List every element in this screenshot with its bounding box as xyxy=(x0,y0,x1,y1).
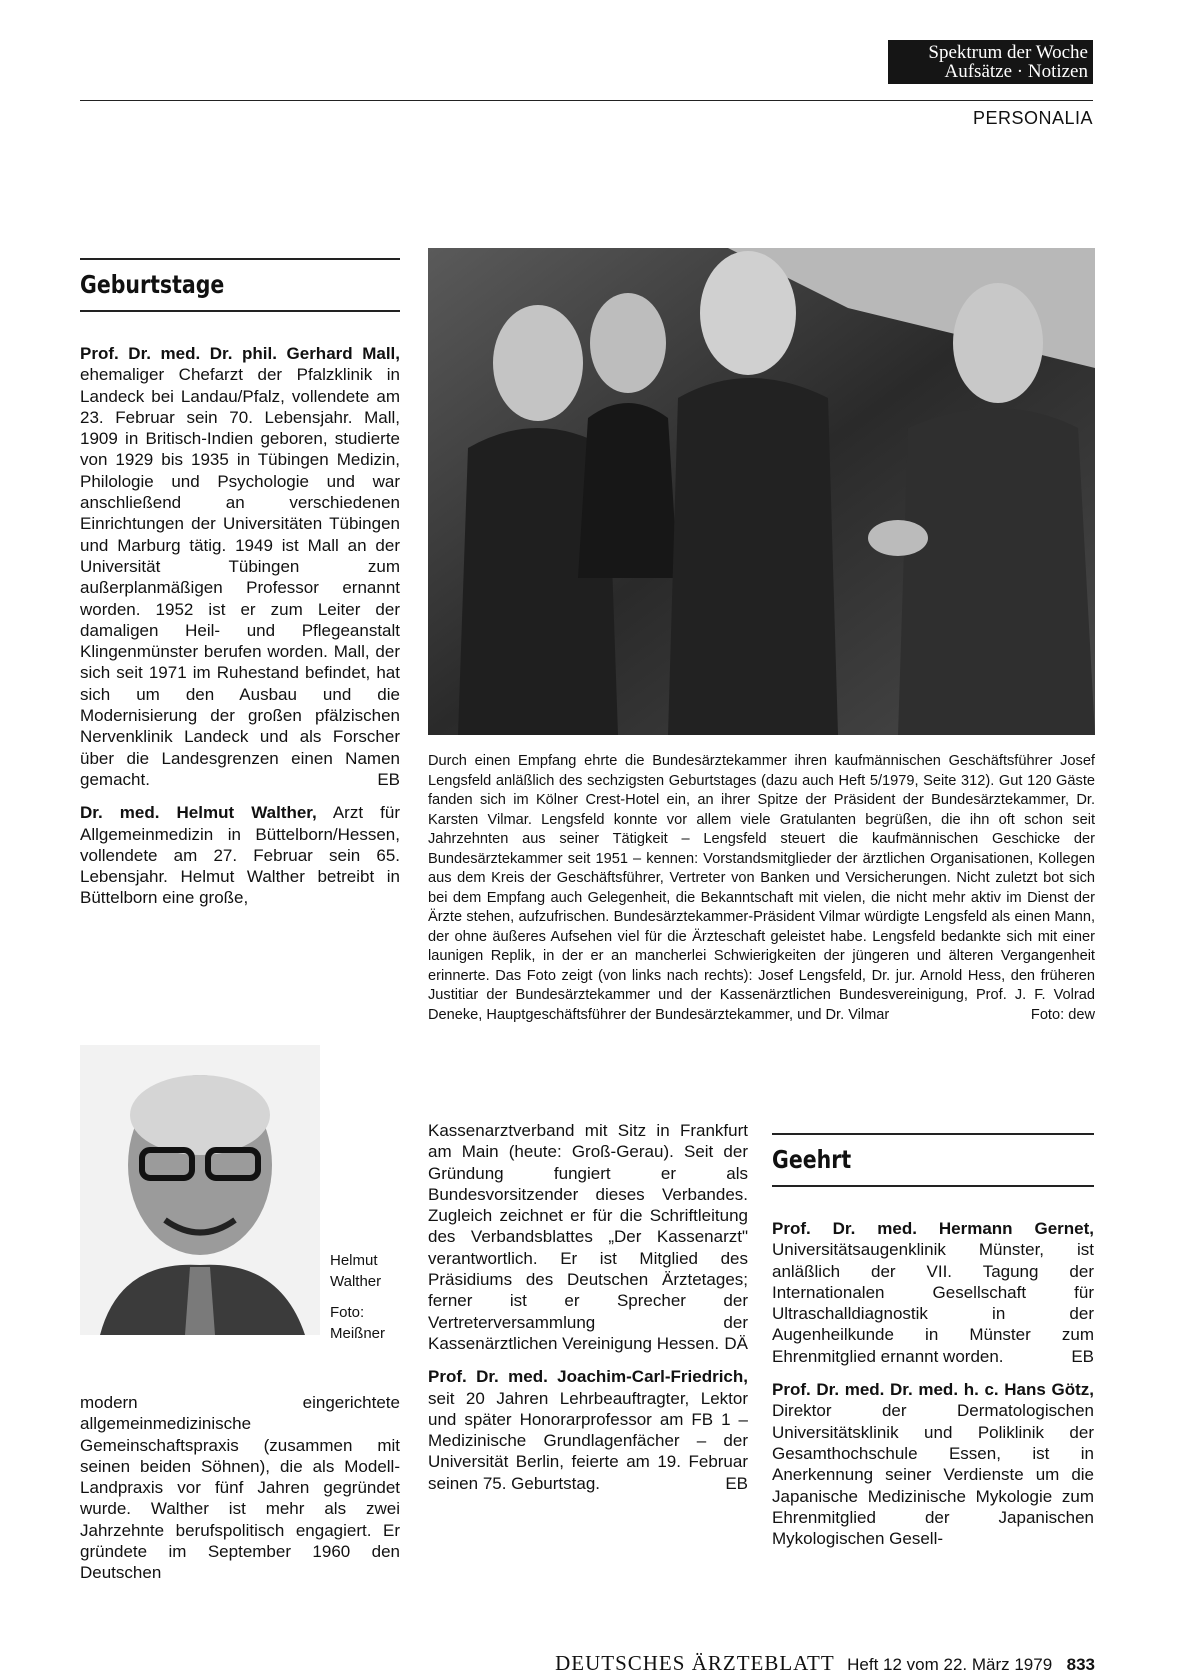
header-rule xyxy=(80,100,1093,101)
entry-gernet-name: Prof. Dr. med. Hermann Gernet, xyxy=(772,1219,1094,1238)
entry-walther-continued: modern eingerichtete allgemeinmedizinische Gemeinschaftspraxis (zusammen mit seinen beiden Söhnen), die als Modell-Landpraxis vor fünf Jahren gegründet wurde. Walther ist mehr als zwei Jahrzehnte berufspolitisch engagiert. Er gründete im September 1960 den Deutschen xyxy=(80,1393,400,1583)
entry-gernet xyxy=(772,1218,1094,1367)
group-photo-credit: Foto: dew xyxy=(1030,1006,1095,1023)
portrait-illustration xyxy=(80,1045,320,1335)
section-label-box xyxy=(888,40,1093,84)
entry-mall-text: ehemaliger Chefarzt der Pfalzklinik in Landeck bei Landau/Pfalz, vollendete am 23. Februar sein 70. Lebensjahr. Mall, 1909 in Britisch-Indien geboren, studierte von 1929 bis 1935 in Tübingen Medizin, Philologie und Psychologie und war anschließend an verschiedenen Einrichtungen der Universitäten Tübingen und Marburg tätig. 1949 ist Mall an der Universität Tübingen zum außerplanmäßigen Professor ernannt worden. 1952 ist er zum Leiter der damaligen Heil- und Pflegeanstalt Klingenmünster berufen worden. Mall, der sich seit 1971 im Ruhestand befindet, hat sich um den Ausbau und die Modernisierung der großen pfälzischen Nervenklinik Landeck und als Forscher über die Landesgrenzen einen Namen gemacht. xyxy=(80,365,400,789)
portrait-photo-walther xyxy=(80,1045,320,1335)
entry-walther-continued-2-text: Kassenarztverband mit Sitz in Frankfurt am Main (heute: Groß-Gerau). Seit der Gründung fungiert er als Bundesvorsitzender dieses Verbandes. Zugleich zeichnet er für die Schriftleitung des Verbandsblattes „Der Kassenarzt" verantwortlich. Er ist Mitglied des Präsidiums des Deutschen Ärztetages; ferner ist er Sprecher der Vertreterversammlung der Kassenärztlichen Vereinigung Hessen. xyxy=(428,1121,748,1353)
entry-friedrich-signature: EB xyxy=(725,1473,748,1493)
footer-issue: Heft 12 vom 22. März 1979 xyxy=(847,1655,1053,1674)
entry-walther-name: Dr. med. Helmut Walther, xyxy=(80,803,317,823)
entry-gernet-text: Universitätsaugenklinik Münster, ist anläßlich der VII. Tagung der Internationalen Gesellschaft für Ultraschalldiagnostik in der Augenheilkunde in Münster zum Ehrenmitglied ernannt worden. xyxy=(772,1240,1094,1366)
entry-goetz-name: Prof. Dr. med. Dr. med. h. c. Hans Götz, xyxy=(772,1380,1094,1400)
entry-mall-name: Prof. Dr. med. Dr. phil. Gerhard Mall, xyxy=(80,344,400,363)
portrait-caption xyxy=(330,1250,410,1344)
column-right xyxy=(772,1218,1094,1561)
entry-friedrich-text: seit 20 Jahren Lehrbeauftragter, Lektor und später Honorarprofessor am FB 1 – Medizinische Grundlagenfächer – der Universität Berlin, feierte am 19. Februar seinen 75. Geburtstag. xyxy=(428,1388,748,1493)
portrait-caption-name-2: Walther xyxy=(330,1273,382,1290)
column-left-bottom xyxy=(80,1392,400,1596)
entry-walther-text: Arzt für Allgemeinmedizin in Büttelborn/Hessen, vollendete am 27. Februar sein 65. Lebensjahr. Helmut Walther betreibt in Büttelborn eine große, xyxy=(80,803,400,908)
entry-friedrich-name: Prof. Dr. med. Joachim-Carl-Friedrich, xyxy=(428,1367,748,1387)
heading-box-birthdays xyxy=(80,258,400,312)
heading-birthdays: Geburtstage xyxy=(80,270,225,299)
page-footer xyxy=(465,1651,1095,1676)
rubric-label: PERSONALIA xyxy=(972,108,1093,128)
heading-honored: Geehrt xyxy=(772,1145,852,1174)
entry-mall xyxy=(80,343,400,790)
group-photo-illustration xyxy=(428,248,1095,735)
section-label-line1: Spektrum der Woche xyxy=(928,42,1088,63)
entry-goetz xyxy=(772,1379,1094,1549)
entry-friedrich xyxy=(428,1366,748,1494)
section-label-line2: Aufsätze · Notizen xyxy=(944,61,1088,82)
portrait-caption-credit-1: Foto: xyxy=(330,1304,365,1321)
portrait-caption-credit-2: Meißner xyxy=(330,1325,386,1342)
entry-mall-signature: EB xyxy=(377,769,400,789)
group-photo-caption xyxy=(428,752,1095,1025)
heading-box-honored xyxy=(772,1133,1094,1187)
footer-journal: DEUTSCHES ÄRZTEBLATT xyxy=(555,1651,835,1675)
group-photo-caption-text: Durch einen Empfang ehrte die Bundesärztekammer ihren kaufmännischen Geschäftsführer Josef Lengsfeld anläßlich des sechzigsten Geburtstages (dazu auch Heft 5/1979, Seite 312). Gut 120 Gäste fanden sich im Kölner Crest-Hotel ein, an ihrer Spitze der Präsident der Bundesärztekammer, Dr. Karsten Vilmar. Lengsfeld konnte vor allem viele Gratulanten begrüßen, die ihn oft schon seit Jahrzehnten aus seiner Tätigkeit – Lengsfeld steuert die kaufmännischen Geschicke der Bundesärztekammer seit 1951 – kennen: Vorstandsmitglieder der ärztlichen Organisationen, Kollegen aus dem Kreis der Geschäftsführer, Vertreter von Banken und Versicherungen. Nicht zuletzt bot sich bei dem Empfang auch Gelegenheit, die Bekanntschaft mit vielen, die nicht mehr aktiv im Dienst der Ärzte stehen, aufzufrischen. Bundesärztekammer-Präsident Vilmar würdigte Lengsfeld als einen Mann, der ohne äußeres Aufsehen viel für die Ärzteschaft geleistet habe. Lengsfeld bedankte sich mit einer launigen Replik, in der er an mancherlei Schwierigkeiten der jüngeren und älteren Vergangenheit erinnerte. Das Foto zeigt (von links nach rechts): Josef Lengsfeld, Dr. jur. Arnold Hess, den früheren Justitiar der Bundesärztekammer und der Kassenärztlichen Bundesvereinigung, Prof. J. F. Volrad Deneke, Hauptgeschäftsführer der Bundesärztekammer, und Dr. Vilmar xyxy=(428,753,1095,1023)
entry-goetz-text: Direktor der Dermatologischen Universitätsklinik und Poliklinik der Gesamthochschule Essen, ist in Anerkennung seiner Verdienste um die Japanische Medizinische Mykologie zum Ehrenmitglied der Japanischen Mykologischen Gesell- xyxy=(772,1401,1094,1549)
portrait-caption-name-1: Helmut xyxy=(330,1252,378,1269)
entry-walther xyxy=(80,802,400,908)
entry-walther-signature: DÄ xyxy=(724,1333,748,1353)
column-left-top xyxy=(80,343,400,921)
group-photo-reception xyxy=(428,248,1095,735)
entry-walther-continued-2 xyxy=(428,1120,748,1354)
column-middle xyxy=(428,1120,748,1506)
footer-page-number: 833 xyxy=(1066,1655,1095,1674)
entry-gernet-signature: EB xyxy=(1071,1346,1094,1366)
